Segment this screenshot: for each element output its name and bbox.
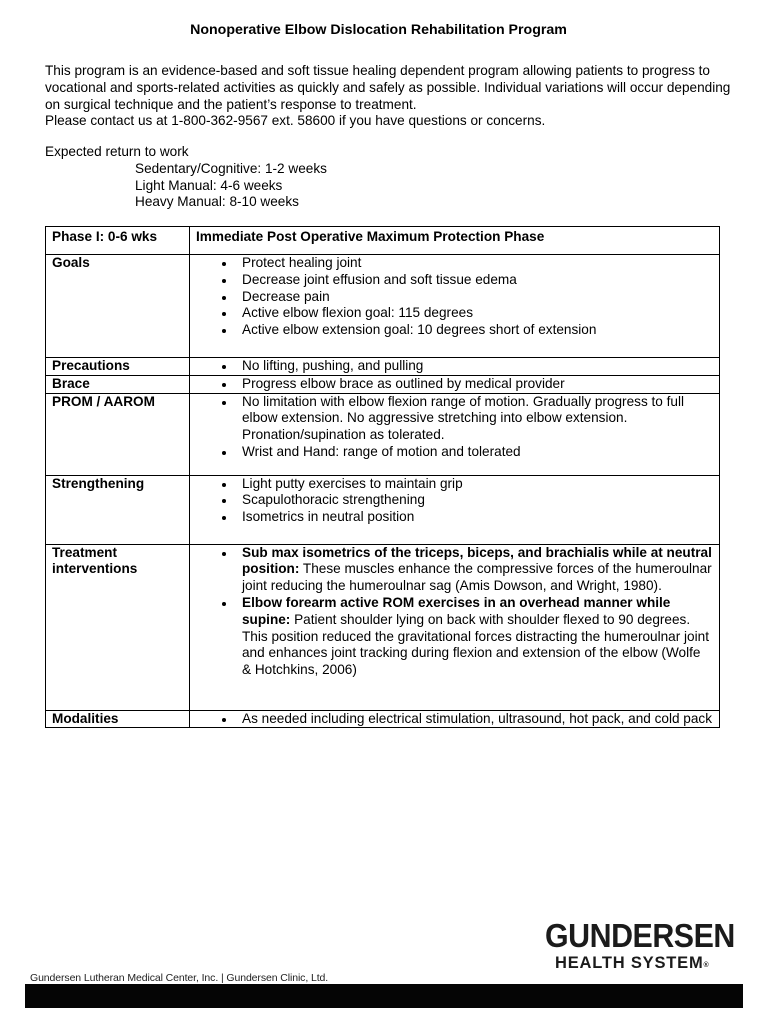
- table-row-strengthening: [46, 475, 720, 544]
- strengthening-label: Strengthening: [46, 475, 190, 544]
- contact-line: Please contact us at 1-800-362-9567 ext. 58600 if you have questions or concerns.: [45, 113, 546, 129]
- list-item: Active elbow flexion goal: 115 degrees: [242, 305, 713, 322]
- phase-label: Phase I: 0-6 wks: [46, 227, 190, 255]
- treatment-item-text: These muscles enhance the compressive forces of the humeroulnar joint reducing the humeroulnar sag (Amis Dowson, and Wright, 1980).: [242, 561, 712, 594]
- intro-section: [45, 63, 735, 130]
- footer-org-text: Gundersen Lutheran Medical Center, Inc. | Gundersen Clinic, Ltd.: [30, 972, 329, 984]
- intro-paragraph: This program is an evidence-based and soft tissue healing dependent program allowing patients to progress to vocational and sports-related activities as quickly and safely as possible. Individual variations will occur depending on surgical technique and the patient’s response to treatment.: [45, 63, 731, 112]
- prom-list: [208, 394, 713, 461]
- modalities-list: [208, 711, 713, 728]
- list-item: Wrist and Hand: range of motion and tolerated: [242, 444, 713, 461]
- list-item: Scapulothoracic strengthening: [242, 492, 713, 509]
- return-to-work-heading: Expected return to work: [45, 144, 189, 159]
- prom-label: PROM / AAROM: [46, 393, 190, 475]
- logo-sub-label: HEALTH SYSTEM: [555, 954, 704, 972]
- brace-content: [190, 375, 720, 393]
- goals-content: [190, 255, 720, 358]
- list-item: No lifting, pushing, and pulling: [242, 358, 713, 375]
- list-item: Light putty exercises to maintain grip: [242, 476, 713, 493]
- list-item: Active elbow extension goal: 10 degrees short of extension: [242, 322, 713, 339]
- list-item: Decrease joint effusion and soft tissue edema: [242, 272, 713, 289]
- rehab-table: [45, 226, 720, 728]
- brace-list: [208, 376, 713, 393]
- list-item: [242, 545, 713, 595]
- footer-bar: [25, 984, 743, 1008]
- list-item: Isometrics in neutral position: [242, 509, 713, 526]
- precautions-list: [208, 358, 713, 375]
- treatment-item-text: Patient shoulder lying on back with shoulder flexed to 90 degrees. This position reduced the gravitational forces distracting the humeroulnar joint and enhances joint tracking during flexion and extension of the elbow (Wolfe & Hotchkins, 2006): [242, 611, 709, 678]
- phase-title: Immediate Post Operative Maximum Protection Phase: [190, 227, 720, 255]
- table-row-brace: [46, 375, 720, 393]
- modalities-content: [190, 710, 720, 728]
- table-row-modalities: [46, 710, 720, 728]
- logo-main-text: GUNDERSEN: [545, 917, 735, 954]
- list-item: Protect healing joint: [242, 255, 713, 272]
- prom-content: [190, 393, 720, 475]
- modalities-label: Modalities: [46, 710, 190, 728]
- list-item: [242, 595, 713, 679]
- list-item: Decrease pain: [242, 289, 713, 306]
- document-title: Nonoperative Elbow Dislocation Rehabilitation Program: [190, 22, 567, 38]
- treatment-item-bold: Elbow forearm active ROM exercises in an overhead manner while supine:: [242, 594, 671, 627]
- list-item: As needed including electrical stimulation, ultrasound, hot pack, and cold pack: [242, 710, 713, 726]
- treatment-list: [208, 545, 713, 679]
- return-to-work-item: Sedentary/Cognitive: 1-2 weeks: [135, 160, 327, 176]
- strengthening-list: [208, 476, 713, 526]
- return-to-work-section: [45, 144, 645, 211]
- goals-label: Goals: [46, 255, 190, 358]
- table-row-precautions: [46, 358, 720, 376]
- return-to-work-item: Light Manual: 4-6 weeks: [135, 177, 283, 193]
- table-header-row: [46, 227, 720, 255]
- precautions-content: [190, 358, 720, 376]
- precautions-label: Precautions: [46, 358, 190, 376]
- treatment-content: [190, 544, 720, 710]
- list-item: Progress elbow brace as outlined by medical provider: [242, 376, 713, 393]
- treatment-item-bold: Sub max isometrics of the triceps, biceps, and brachialis while at neutral position:: [242, 544, 712, 577]
- gundersen-logo: [545, 918, 740, 975]
- registered-mark: ®: [703, 962, 709, 969]
- list-item: No limitation with elbow flexion range of motion. Gradually progress to full elbow extension. No aggressive stretching into elbow extension. Pronation/supination as tolerated.: [242, 394, 713, 444]
- logo-sub-text: [545, 954, 740, 975]
- table-row-prom: [46, 393, 720, 475]
- brace-label: Brace: [46, 375, 190, 393]
- strengthening-content: [190, 475, 720, 544]
- treatment-label: Treatment interventions: [46, 544, 190, 710]
- return-to-work-item: Heavy Manual: 8-10 weeks: [135, 194, 299, 210]
- goals-list: [208, 255, 713, 339]
- table-row-treatment: [46, 544, 720, 710]
- table-row-goals: [46, 255, 720, 358]
